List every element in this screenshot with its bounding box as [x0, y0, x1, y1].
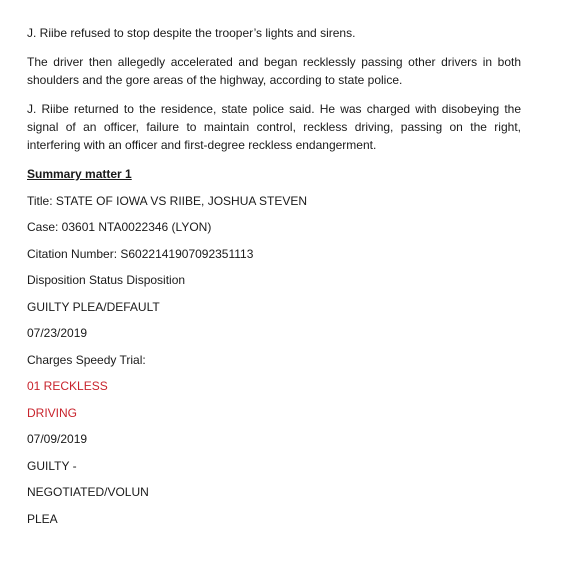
summary-matter	[27, 165, 521, 528]
case-title: Title: STATE OF IOWA VS RIIBE, JOSHUA STEVEN	[27, 193, 308, 208]
paragraph-charges: J. Riibe returned to the residence, state police said. He was charged with disobeying the signal of an officer, failure to maintain control, reckless driving, passing on the right, interfering with an officer and first-degree reckless endangerment.	[27, 102, 521, 152]
charges-label: Charges Speedy Trial:	[27, 352, 146, 367]
charge-line-2: DRIVING	[27, 405, 78, 420]
result-line-3: PLEA	[27, 511, 58, 526]
disposition-label: Disposition Status Disposition	[27, 273, 186, 287]
paragraph-refused-to-stop: J. Riibe refused to stop despite the trooper’s lights and sirens.	[27, 26, 356, 40]
citation-number: Citation Number: S6022141907092351113	[27, 246, 254, 261]
disposition-date: 07/23/2019	[27, 326, 88, 340]
disposition-value: GUILTY PLEA/DEFAULT	[27, 299, 160, 314]
result-line-1: GUILTY -	[27, 458, 77, 473]
result-line-2: NEGOTIATED/VOLUN	[27, 485, 149, 499]
document-page	[27, 24, 521, 528]
charge-date: 07/09/2019	[27, 432, 88, 446]
case-number: Case: 03601 NTA0022346 (LYON)	[27, 220, 212, 234]
charge-line-1: 01 RECKLESS	[27, 379, 108, 393]
paragraph-accelerated: The driver then allegedly accelerated and began recklessly passing other drivers in both shoulders and the gore areas of the highway, according to state police.	[27, 55, 521, 87]
summary-heading: Summary matter 1	[27, 167, 132, 181]
